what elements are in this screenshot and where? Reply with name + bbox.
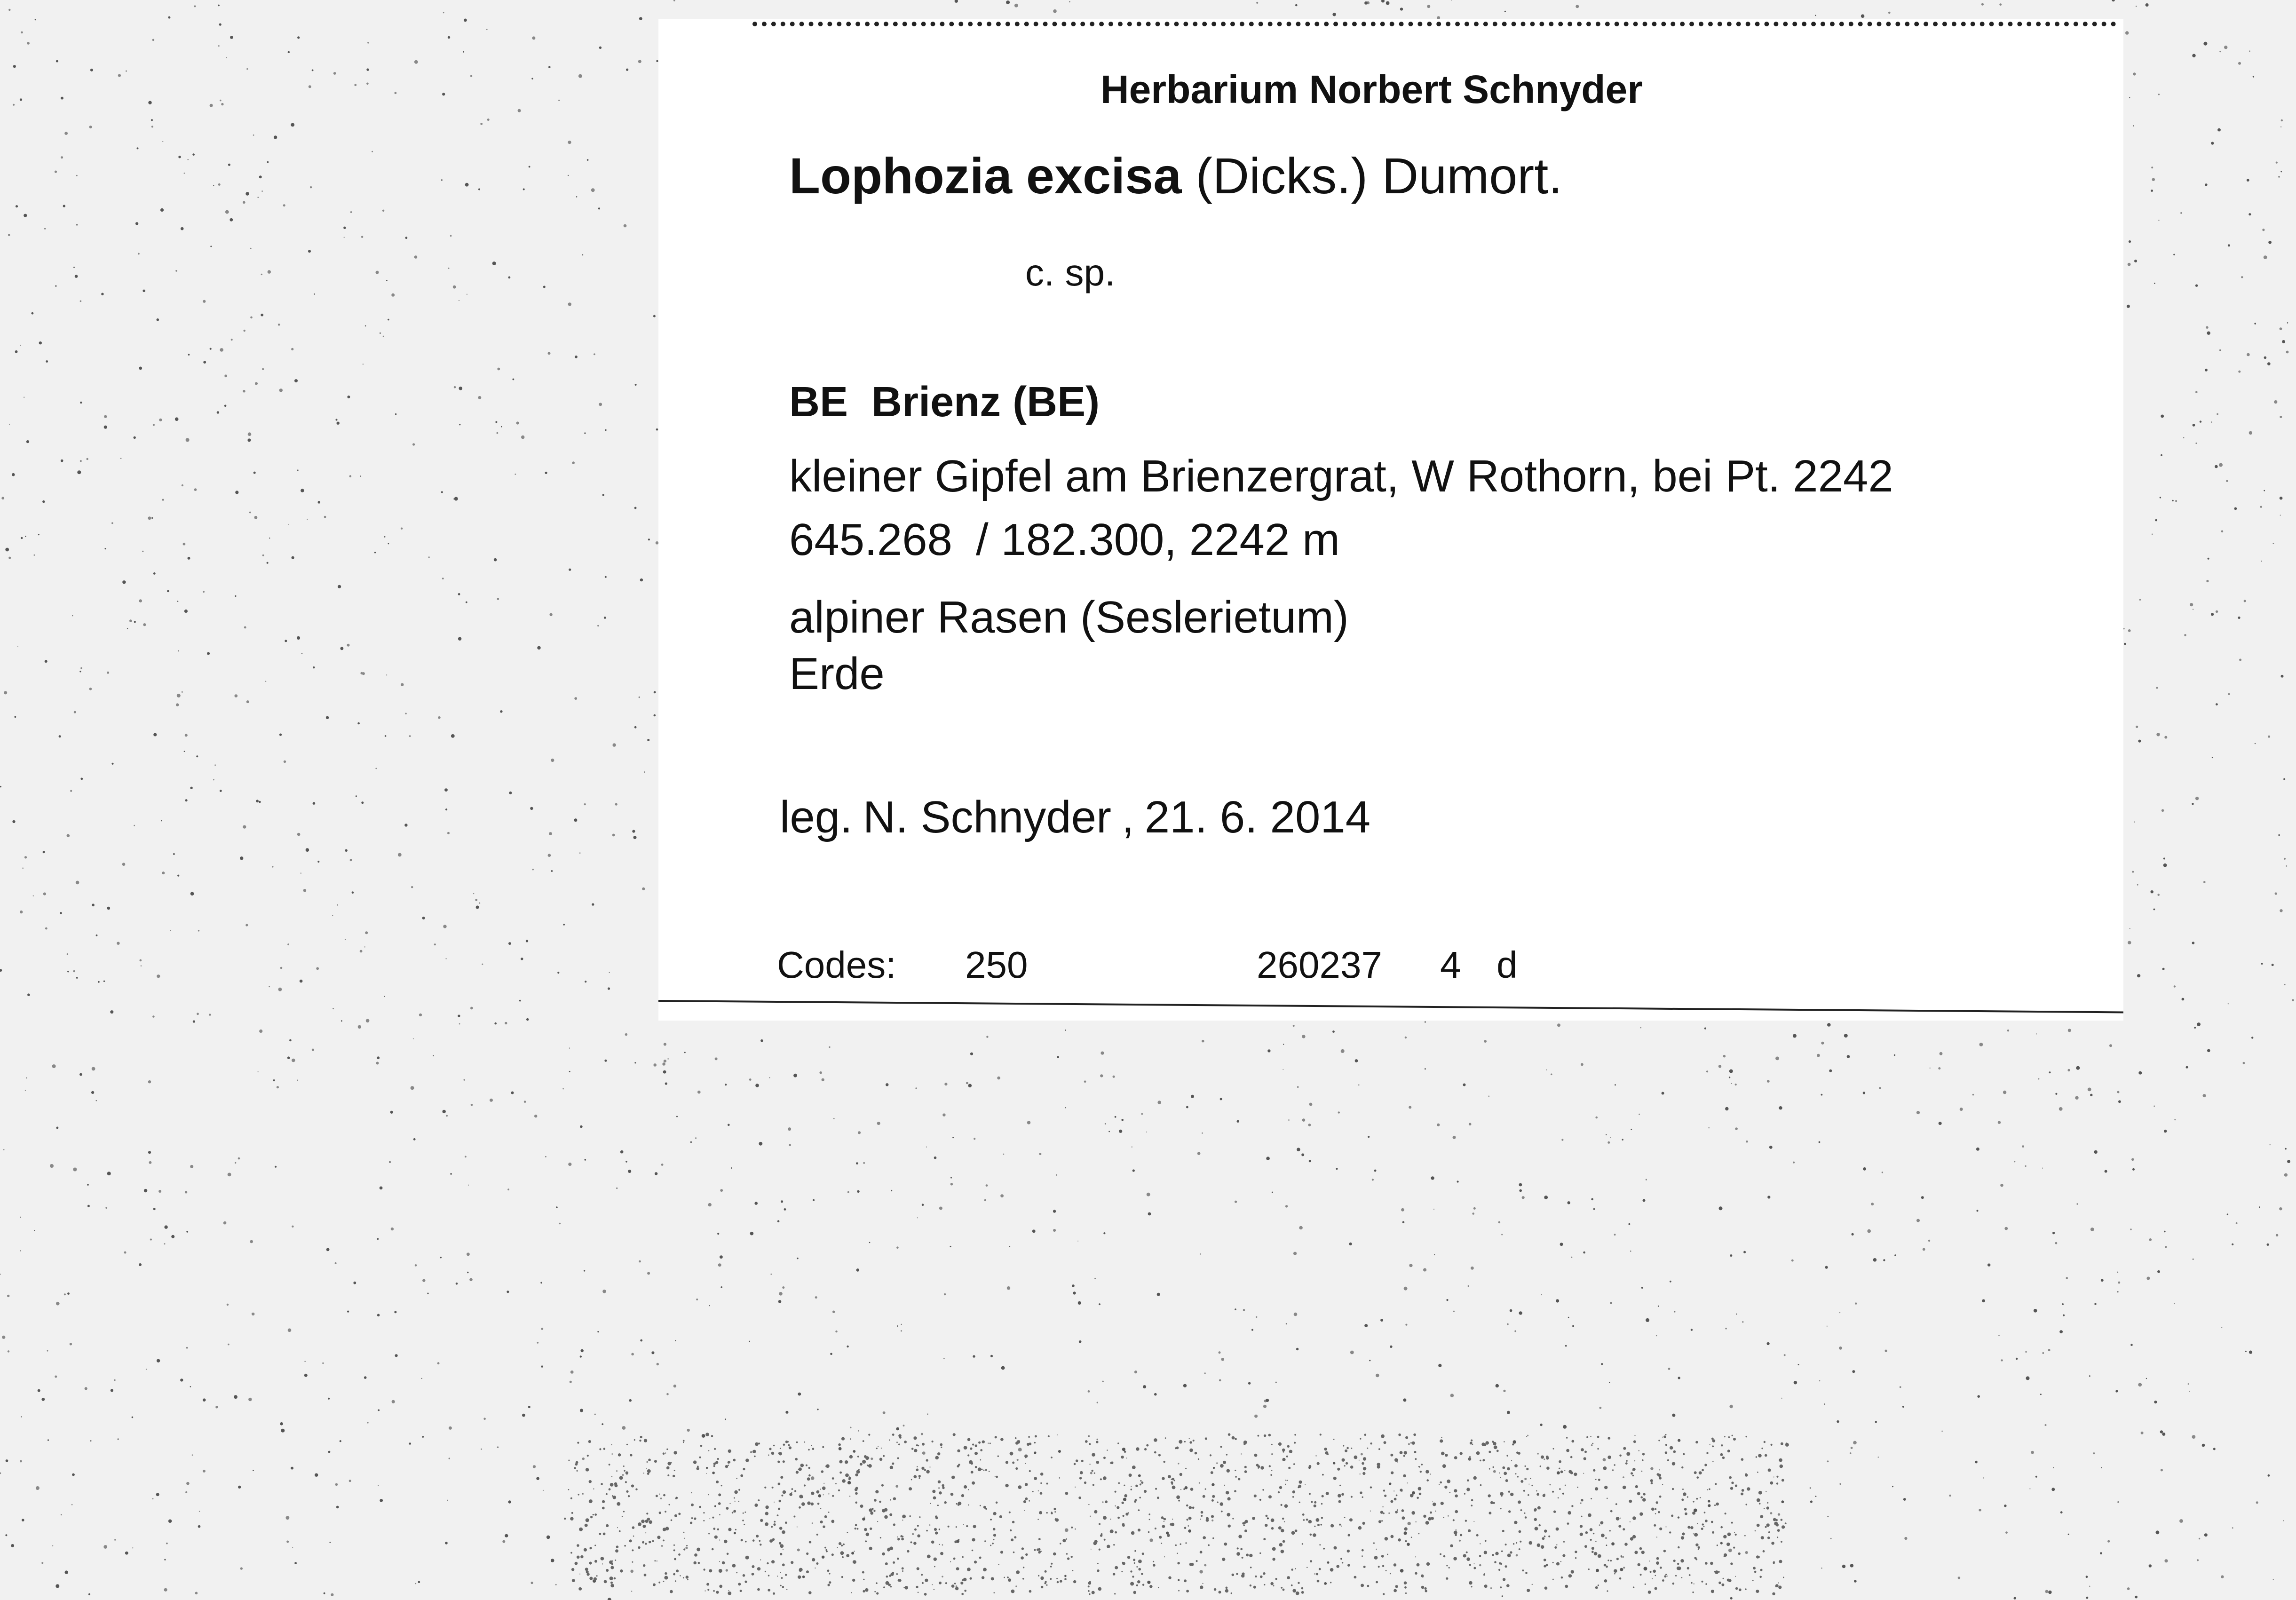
- label-bottom-edge: [658, 1000, 2123, 1013]
- coordinates-line: [789, 515, 1340, 565]
- species-line: [789, 147, 1563, 204]
- coord-x: 645.268: [789, 515, 953, 565]
- habitat: alpiner Rasen (Seslerietum): [789, 592, 1349, 642]
- canton-line: [789, 379, 1100, 426]
- herbarium-label: [658, 19, 2123, 1021]
- collection-date: 21. 6. 2014: [1144, 792, 1371, 842]
- code-2: 260237: [1257, 944, 1382, 986]
- substrate: Erde: [789, 649, 885, 699]
- canton-code: BE: [789, 379, 848, 426]
- collector-line: [780, 792, 1381, 842]
- code-4: d: [1496, 944, 1518, 986]
- label-top-edge: [752, 22, 2116, 26]
- codes-line: [777, 946, 1518, 984]
- altitude: 2242: [1189, 515, 1290, 565]
- species-name: Lophozia excisa: [789, 147, 1182, 204]
- coord-y: 182.300,: [1001, 515, 1177, 565]
- codes-label: Codes:: [777, 944, 896, 986]
- leg-separator: ,: [1122, 792, 1134, 842]
- locality: kleiner Gipfel am Brienzergrat, W Rothorn, bei Pt. 2242: [789, 451, 1893, 501]
- herbarium-title: Herbarium Norbert Schnyder: [1100, 67, 1643, 111]
- coord-separator: /: [976, 515, 989, 565]
- altitude-unit: m: [1302, 515, 1340, 565]
- fertility-note: c. sp.: [1025, 252, 1116, 293]
- species-author: (Dicks.) Dumort.: [1196, 147, 1563, 204]
- code-1: 250: [965, 944, 1028, 986]
- collector-name: N. Schnyder: [863, 792, 1112, 842]
- municipality: Brienz (BE): [871, 379, 1100, 426]
- leg-prefix: leg.: [780, 792, 853, 842]
- code-3: 4: [1440, 944, 1461, 986]
